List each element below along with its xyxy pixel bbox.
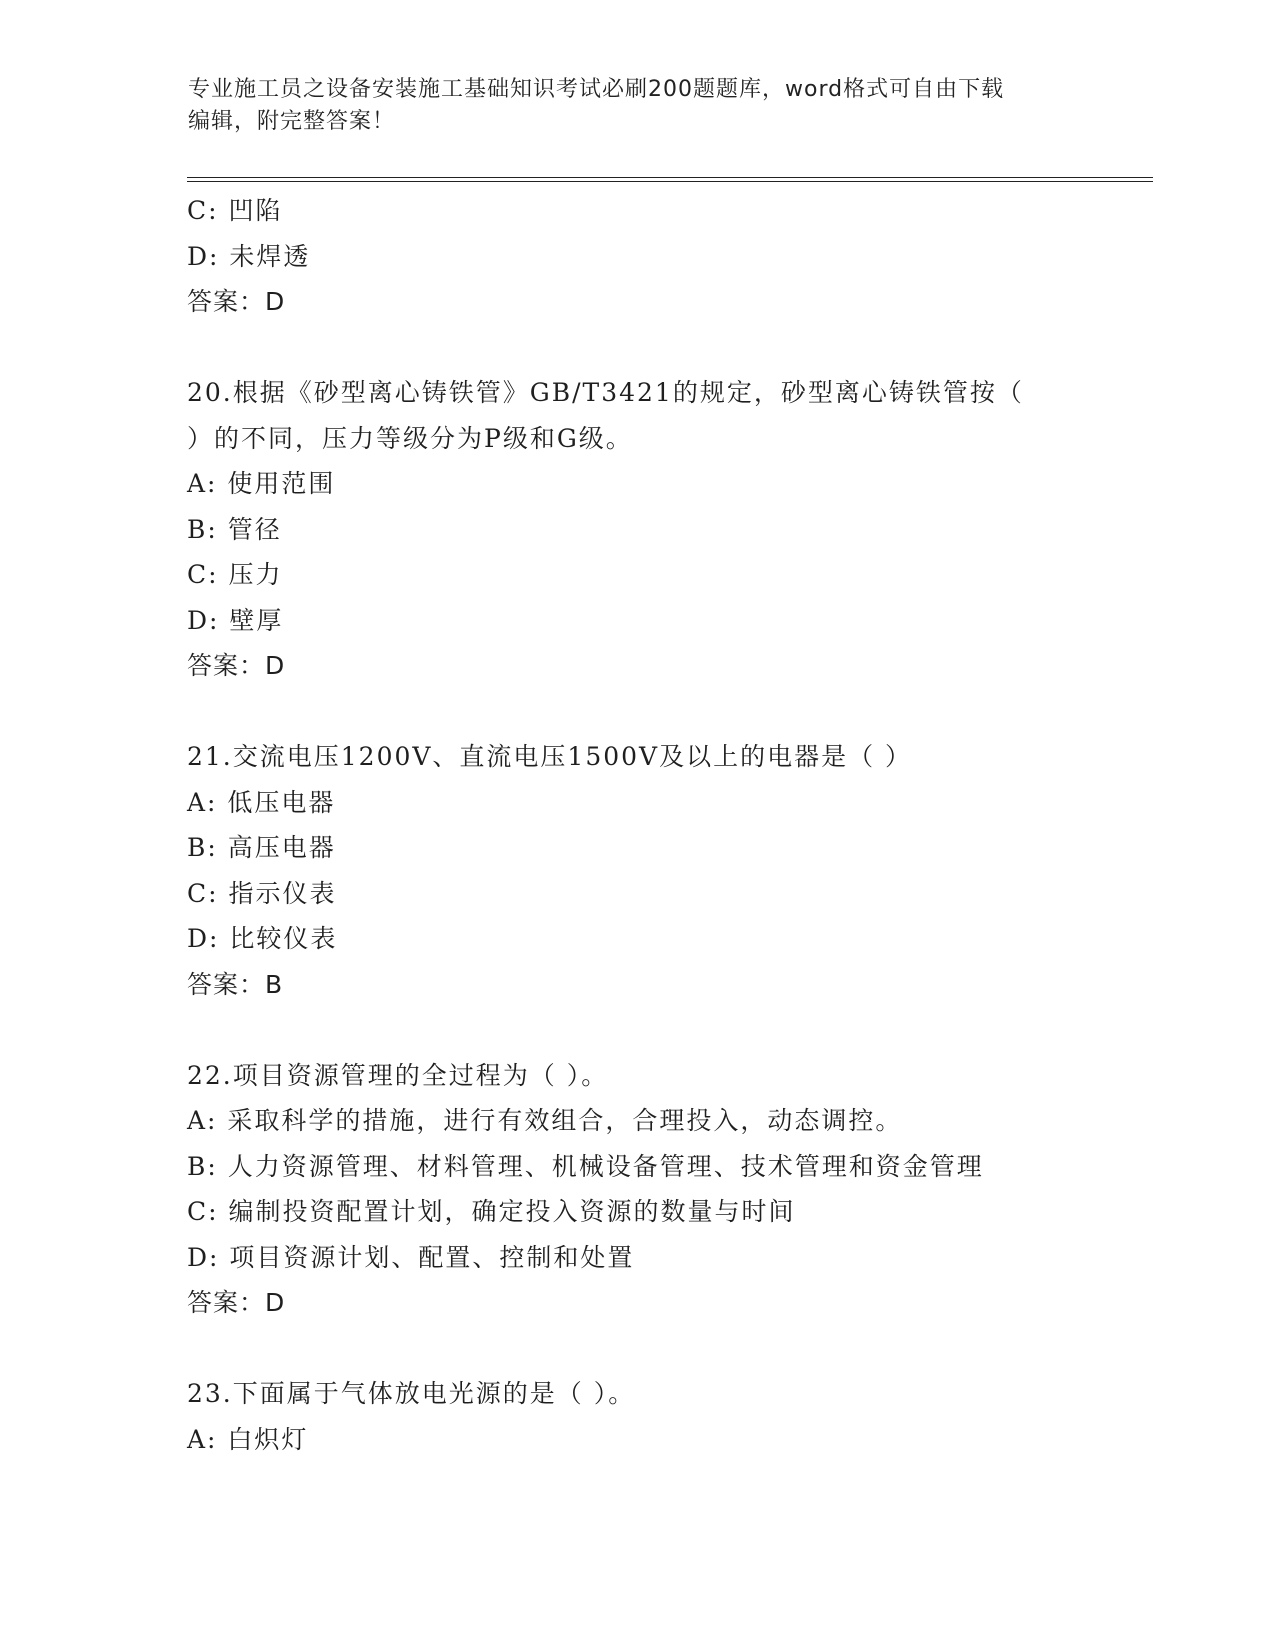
option-d: D: 项目资源计划、配置、控制和处置 [187, 1242, 635, 1272]
document-header [188, 74, 1088, 138]
header-double-rule [187, 177, 1153, 182]
spacer [187, 1007, 1127, 1053]
option-d: D: 壁厚 [187, 605, 284, 635]
header-title-line-2: 编辑，附完整答案！ [188, 109, 396, 134]
option-a: A: 采取科学的措施，进行有效组合，合理投入，动态调控。 [187, 1106, 903, 1135]
option-c: C: 指示仪表 [187, 878, 337, 908]
spacer [187, 689, 1127, 735]
question-19-continued [187, 188, 1127, 325]
header-title-line-1: 专业施工员之设备安装施工基础知识考试必刷200题题库，word格式可自由下载 [188, 77, 1005, 102]
question-21 [187, 734, 1127, 1007]
option-c: C: 压力 [187, 560, 283, 589]
answer: 答案：B [187, 969, 284, 999]
option-b: B: 管径 [187, 514, 282, 544]
question-23 [187, 1371, 1127, 1462]
option-c: C: 凹陷 [187, 196, 283, 225]
option-d: D: 比较仪表 [187, 924, 338, 953]
answer: 答案：D [187, 287, 286, 316]
question-text: 23.下面属于气体放电光源的是（ ）。 [187, 1379, 636, 1408]
answer: 答案：D [187, 1288, 286, 1317]
question-20 [187, 370, 1127, 689]
question-22 [187, 1053, 1127, 1326]
option-b: B: 高压电器 [187, 833, 336, 862]
option-a: A: 低压电器 [187, 787, 336, 817]
question-text-continued: ）的不同，压力等级分为P级和G级。 [187, 423, 633, 453]
option-a: A: 白炽灯 [187, 1424, 309, 1454]
option-a: A: 使用范围 [187, 469, 336, 498]
option-d: D: 未焊透 [187, 241, 311, 271]
spacer [187, 325, 1127, 371]
question-text: 20.根据《砂型离心铸铁管》GB/T3421的规定，砂型离心铸铁管按（ [187, 378, 1024, 407]
answer: 答案：D [187, 651, 286, 680]
option-c: C: 编制投资配置计划，确定投入资源的数量与时间 [187, 1197, 796, 1226]
question-text: 21.交流电压1200V、直流电压1500V及以上的电器是（ ） [187, 742, 913, 771]
question-list [187, 188, 1127, 1462]
spacer [187, 1326, 1127, 1372]
option-b: B: 人力资源管理、材料管理、机械设备管理、技术管理和资金管理 [187, 1151, 984, 1181]
question-text: 22.项目资源管理的全过程为（ ）。 [187, 1060, 609, 1090]
